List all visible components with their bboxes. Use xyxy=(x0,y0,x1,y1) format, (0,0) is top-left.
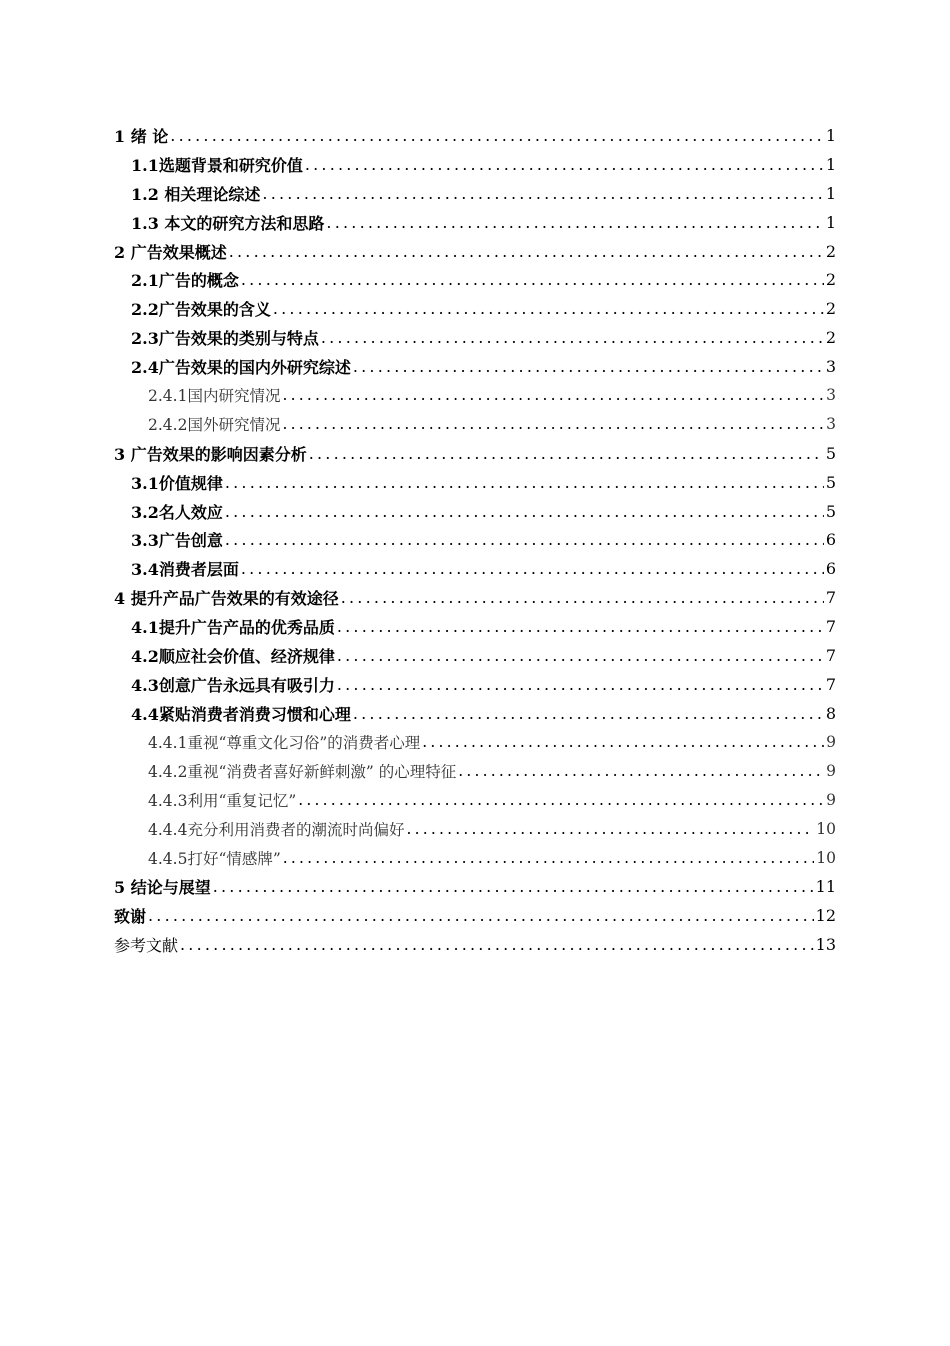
toc-entry-line xyxy=(131,612,836,641)
toc-entry[interactable] xyxy=(0,901,950,930)
toc-entry[interactable] xyxy=(0,121,950,150)
toc-entry-line xyxy=(148,843,836,872)
toc-dot-leader xyxy=(180,935,814,954)
toc-entry[interactable] xyxy=(0,612,950,641)
toc-entry-line xyxy=(131,468,836,497)
toc-entry-title: 4.4.5打好“情感牌” xyxy=(148,849,281,868)
toc-entry-title: 2.4.1国内研究情况 xyxy=(148,387,281,406)
toc-entry[interactable] xyxy=(0,439,950,468)
toc-entry-page-number: 5 xyxy=(825,443,836,463)
toc-entry-title: 3.4消费者层面 xyxy=(131,560,239,580)
toc-dot-leader xyxy=(458,762,824,780)
toc-entry-line xyxy=(131,525,836,554)
toc-entry-line xyxy=(131,554,836,583)
toc-entry-line xyxy=(114,237,836,266)
toc-dot-leader xyxy=(283,849,814,867)
toc-dot-leader xyxy=(229,242,824,261)
toc-entry-line xyxy=(131,497,836,526)
toc-dot-leader xyxy=(337,617,824,636)
toc-dot-leader xyxy=(213,877,814,896)
toc-entry-title: 1.1选题背景和研究价值 xyxy=(131,155,303,175)
table-of-contents xyxy=(0,121,950,959)
toc-entry-page-number: 5 xyxy=(825,472,836,492)
toc-entry-title: 3.2名人效应 xyxy=(131,502,223,522)
toc-entry-title: 4.1提升广告产品的优秀品质 xyxy=(131,618,335,638)
toc-entry-line xyxy=(148,410,836,439)
toc-entry-title: 3.1价值规律 xyxy=(131,473,223,493)
toc-dot-leader xyxy=(353,357,824,376)
toc-entry[interactable] xyxy=(0,699,950,728)
toc-entry-title: 4 提升产品广告效果的有效途径 xyxy=(114,589,339,609)
toc-entry-page-number: 13 xyxy=(815,934,836,954)
toc-entry[interactable] xyxy=(0,641,950,670)
toc-entry-page-number: 9 xyxy=(826,790,836,809)
toc-entry-title: 2.1广告的概念 xyxy=(131,271,239,291)
toc-entry[interactable] xyxy=(0,294,950,323)
toc-entry-title: 4.4.4充分利用消费者的潮流时尚偏好 xyxy=(148,820,405,839)
toc-entry-page-number: 2 xyxy=(825,328,836,348)
toc-dot-leader xyxy=(337,646,824,665)
toc-dot-leader xyxy=(262,184,823,203)
toc-dot-leader xyxy=(225,502,824,521)
toc-entry[interactable] xyxy=(0,208,950,237)
toc-dot-leader xyxy=(321,328,824,347)
toc-entry-line xyxy=(131,294,836,323)
toc-dot-leader xyxy=(337,675,824,694)
toc-entry[interactable] xyxy=(0,237,950,266)
toc-dot-leader xyxy=(225,473,824,492)
toc-entry-line xyxy=(131,150,836,179)
toc-dot-leader xyxy=(170,126,824,145)
toc-entry[interactable] xyxy=(0,583,950,612)
toc-entry[interactable] xyxy=(0,323,950,352)
toc-entry-page-number: 11 xyxy=(815,877,836,897)
toc-entry-line xyxy=(131,352,836,381)
toc-dot-leader xyxy=(282,386,824,404)
toc-entry-line xyxy=(148,728,836,757)
toc-entry-title: 2.4.2国外研究情况 xyxy=(148,416,281,435)
toc-entry-title: 2 广告效果概述 xyxy=(114,242,227,262)
toc-dot-leader xyxy=(148,906,814,925)
toc-entry-title: 4.4.2重视“消费者喜好新鲜刺激” 的心理特征 xyxy=(148,763,457,782)
toc-entry[interactable] xyxy=(0,179,950,208)
toc-entry-line xyxy=(131,699,836,728)
toc-entry-title: 4.3创意广告永远具有吸引力 xyxy=(131,675,335,695)
toc-dot-leader xyxy=(298,791,824,809)
toc-entry-page-number: 1 xyxy=(825,125,836,145)
toc-entry[interactable] xyxy=(0,381,950,410)
toc-entry-title: 2.3广告效果的类别与特点 xyxy=(131,329,319,349)
toc-entry-page-number: 1 xyxy=(825,154,836,174)
toc-dot-leader xyxy=(282,415,824,433)
toc-entry-line xyxy=(114,439,836,468)
toc-dot-leader xyxy=(326,213,823,232)
toc-entry-page-number: 10 xyxy=(816,848,836,867)
toc-dot-leader xyxy=(406,820,814,838)
toc-entry-line xyxy=(131,265,836,294)
toc-entry-title: 3 广告效果的影响因素分析 xyxy=(114,444,307,464)
toc-entry-line xyxy=(131,641,836,670)
toc-dot-leader xyxy=(353,704,824,723)
toc-entry-page-number: 7 xyxy=(825,617,836,637)
toc-entry-line xyxy=(114,872,836,901)
toc-entry-page-number: 2 xyxy=(825,299,836,319)
toc-entry-line xyxy=(148,381,836,410)
toc-entry-page-number: 12 xyxy=(815,905,836,925)
toc-entry-page-number: 3 xyxy=(826,415,836,434)
toc-entry[interactable] xyxy=(0,930,950,959)
toc-entry-title: 2.4广告效果的国内外研究综述 xyxy=(131,358,351,378)
toc-dot-leader xyxy=(273,299,824,318)
toc-entry-title: 3.3广告创意 xyxy=(131,531,223,551)
toc-entry-title: 4.4.1重视“尊重文化习俗”的消费者心理 xyxy=(148,734,421,753)
toc-entry[interactable] xyxy=(0,497,950,526)
toc-entry-page-number: 2 xyxy=(825,241,836,261)
toc-entry-page-number: 8 xyxy=(825,703,836,723)
toc-entry-line xyxy=(148,757,836,786)
toc-entry-title: 2.2广告效果的含义 xyxy=(131,300,271,320)
toc-entry[interactable] xyxy=(0,525,950,554)
toc-entry[interactable] xyxy=(0,150,950,179)
toc-entry-title: 5 结论与展望 xyxy=(114,878,211,898)
toc-dot-leader xyxy=(241,559,824,578)
toc-entry[interactable] xyxy=(0,468,950,497)
toc-entry-title: 4.4紧贴消费者消费习惯和心理 xyxy=(131,704,351,724)
toc-entry-title: 参考文献 xyxy=(114,935,179,955)
toc-entry-line xyxy=(148,785,836,814)
toc-entry-page-number: 9 xyxy=(826,733,836,752)
toc-entry-page-number: 9 xyxy=(826,762,836,781)
toc-entry-page-number: 1 xyxy=(825,212,836,232)
toc-dot-leader xyxy=(422,733,824,751)
toc-entry[interactable] xyxy=(0,554,950,583)
toc-entry-page-number: 3 xyxy=(826,386,836,405)
toc-entry-line xyxy=(131,179,836,208)
toc-entry-page-number: 7 xyxy=(825,645,836,665)
toc-entry-page-number: 3 xyxy=(825,357,836,377)
toc-dot-leader xyxy=(241,270,824,289)
toc-entry-title: 1 绪 论 xyxy=(114,126,169,146)
toc-entry[interactable] xyxy=(0,814,950,843)
toc-entry[interactable] xyxy=(0,352,950,381)
toc-entry[interactable] xyxy=(0,872,950,901)
toc-entry-page-number: 5 xyxy=(825,501,836,521)
toc-entry-line xyxy=(131,208,836,237)
toc-entry-line xyxy=(114,121,836,150)
toc-entry-page-number: 10 xyxy=(816,819,836,838)
toc-entry-page-number: 6 xyxy=(825,559,836,579)
toc-dot-leader xyxy=(225,530,824,549)
toc-entry-title: 4.4.3利用“重复记忆” xyxy=(148,791,297,810)
toc-entry-line xyxy=(131,323,836,352)
toc-entry-line xyxy=(114,583,836,612)
toc-entry-page-number: 7 xyxy=(825,588,836,608)
toc-entry-page-number: 1 xyxy=(825,183,836,203)
toc-dot-leader xyxy=(341,588,824,607)
toc-entry-page-number: 2 xyxy=(825,270,836,290)
toc-dot-leader xyxy=(309,444,824,463)
toc-entry-title: 4.2顺应社会价值、经济规律 xyxy=(131,646,335,666)
toc-dot-leader xyxy=(305,155,824,174)
toc-entry[interactable] xyxy=(0,757,950,786)
toc-entry-line xyxy=(114,930,836,959)
toc-entry-page-number: 6 xyxy=(825,530,836,550)
toc-entry-line xyxy=(148,814,836,843)
toc-entry-page-number: 7 xyxy=(825,674,836,694)
toc-entry-line xyxy=(114,901,836,930)
toc-entry-title: 1.3 本文的研究方法和思路 xyxy=(131,213,325,233)
toc-entry[interactable] xyxy=(0,843,950,872)
toc-entry[interactable] xyxy=(0,785,950,814)
toc-entry-title: 1.2 相关理论综述 xyxy=(131,184,261,204)
toc-entry-line xyxy=(131,670,836,699)
toc-entry-title: 致谢 xyxy=(114,906,147,926)
toc-entry[interactable] xyxy=(0,265,950,294)
toc-entry[interactable] xyxy=(0,670,950,699)
toc-entry[interactable] xyxy=(0,728,950,757)
toc-entry[interactable] xyxy=(0,410,950,439)
